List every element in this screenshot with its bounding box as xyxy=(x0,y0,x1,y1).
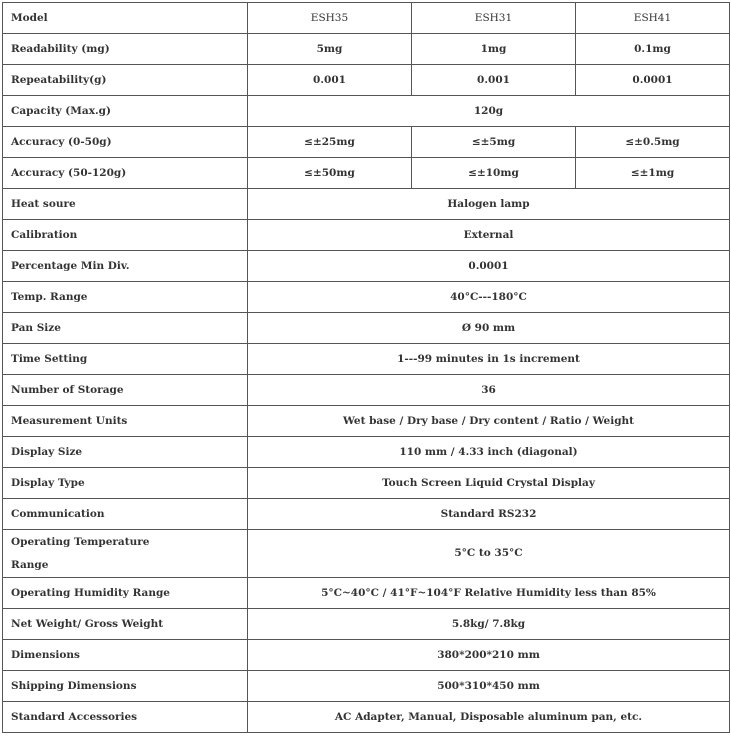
cell-value: 1mg xyxy=(412,34,576,65)
specification-table xyxy=(2,2,730,733)
row-label-line: Range xyxy=(11,558,49,571)
row-label: Capacity (Max.g) xyxy=(3,96,248,127)
table-row xyxy=(3,578,730,609)
table-row xyxy=(3,375,730,406)
table-row xyxy=(3,158,730,189)
table-row xyxy=(3,344,730,375)
cell-value: 110 mm / 4.33 inch (diagonal) xyxy=(248,437,730,468)
row-label: Net Weight/ Gross Weight xyxy=(3,609,248,640)
row-label: Pan Size xyxy=(3,313,248,344)
row-label: Display Size xyxy=(3,437,248,468)
cell-value: Wet base / Dry base / Dry content / Ratio / Weight xyxy=(248,406,730,437)
row-label: Time Setting xyxy=(3,344,248,375)
cell-value: 0.0001 xyxy=(248,251,730,282)
cell-value: Halogen lamp xyxy=(248,189,730,220)
table-row xyxy=(3,127,730,158)
cell-value: Standard RS232 xyxy=(248,499,730,530)
row-label: Percentage Min Div. xyxy=(3,251,248,282)
row-label: Temp. Range xyxy=(3,282,248,313)
row-label: Readability (mg) xyxy=(3,34,248,65)
cell-value: External xyxy=(248,220,730,251)
cell-value: 1---99 minutes in 1s increment xyxy=(248,344,730,375)
cell-value: 500*310*450 mm xyxy=(248,671,730,702)
row-label: Operating Humidity Range xyxy=(3,578,248,609)
table-row xyxy=(3,220,730,251)
table-row xyxy=(3,34,730,65)
cell-value: Ø 90 mm xyxy=(248,313,730,344)
cell-value: 5°C~40°C / 41°F~104°F Relative Humidity less than 85% xyxy=(248,578,730,609)
row-label: Shipping Dimensions xyxy=(3,671,248,702)
row-label: Calibration xyxy=(3,220,248,251)
table-row xyxy=(3,499,730,530)
row-label: Communication xyxy=(3,499,248,530)
cell-value: 0.001 xyxy=(248,65,412,96)
row-label: Standard Accessories xyxy=(3,702,248,733)
cell-value: ≤±0.5mg xyxy=(576,127,730,158)
row-label: Display Type xyxy=(3,468,248,499)
header-model-esh41: ESH41 xyxy=(576,3,730,34)
row-label: Measurement Units xyxy=(3,406,248,437)
row-label: Accuracy (50-120g) xyxy=(3,158,248,189)
cell-value: ≤±1mg xyxy=(576,158,730,189)
header-model-esh35: ESH35 xyxy=(248,3,412,34)
header-label-model: Model xyxy=(3,3,248,34)
table-row xyxy=(3,96,730,127)
cell-value: ≤±10mg xyxy=(412,158,576,189)
row-label: Dimensions xyxy=(3,640,248,671)
table-row xyxy=(3,251,730,282)
table-row xyxy=(3,313,730,344)
table-row xyxy=(3,65,730,96)
cell-value: 5°C to 35°C xyxy=(248,530,730,578)
table-row xyxy=(3,437,730,468)
cell-value: 0.001 xyxy=(412,65,576,96)
row-label: Repeatability(g) xyxy=(3,65,248,96)
row-label xyxy=(3,530,248,578)
table-row xyxy=(3,530,730,578)
table-header-row xyxy=(3,3,730,34)
cell-value: ≤±5mg xyxy=(412,127,576,158)
table-row xyxy=(3,609,730,640)
row-label: Number of Storage xyxy=(3,375,248,406)
cell-value: 36 xyxy=(248,375,730,406)
table-row xyxy=(3,702,730,733)
cell-value: 0.1mg xyxy=(576,34,730,65)
table-row xyxy=(3,406,730,437)
cell-value: Touch Screen Liquid Crystal Display xyxy=(248,468,730,499)
cell-value: ≤±50mg xyxy=(248,158,412,189)
cell-value: 380*200*210 mm xyxy=(248,640,730,671)
table-row xyxy=(3,468,730,499)
table-row xyxy=(3,671,730,702)
table-row xyxy=(3,189,730,220)
cell-value: 120g xyxy=(248,96,730,127)
table-row xyxy=(3,282,730,313)
cell-value: AC Adapter, Manual, Disposable aluminum pan, etc. xyxy=(248,702,730,733)
row-label: Heat soure xyxy=(3,189,248,220)
row-label: Accuracy (0-50g) xyxy=(3,127,248,158)
header-model-esh31: ESH31 xyxy=(412,3,576,34)
cell-value: 0.0001 xyxy=(576,65,730,96)
cell-value: 5mg xyxy=(248,34,412,65)
table-row xyxy=(3,640,730,671)
row-label-line: Operating Temperature xyxy=(11,535,150,548)
cell-value: 40°C---180°C xyxy=(248,282,730,313)
cell-value: 5.8kg/ 7.8kg xyxy=(248,609,730,640)
cell-value: ≤±25mg xyxy=(248,127,412,158)
